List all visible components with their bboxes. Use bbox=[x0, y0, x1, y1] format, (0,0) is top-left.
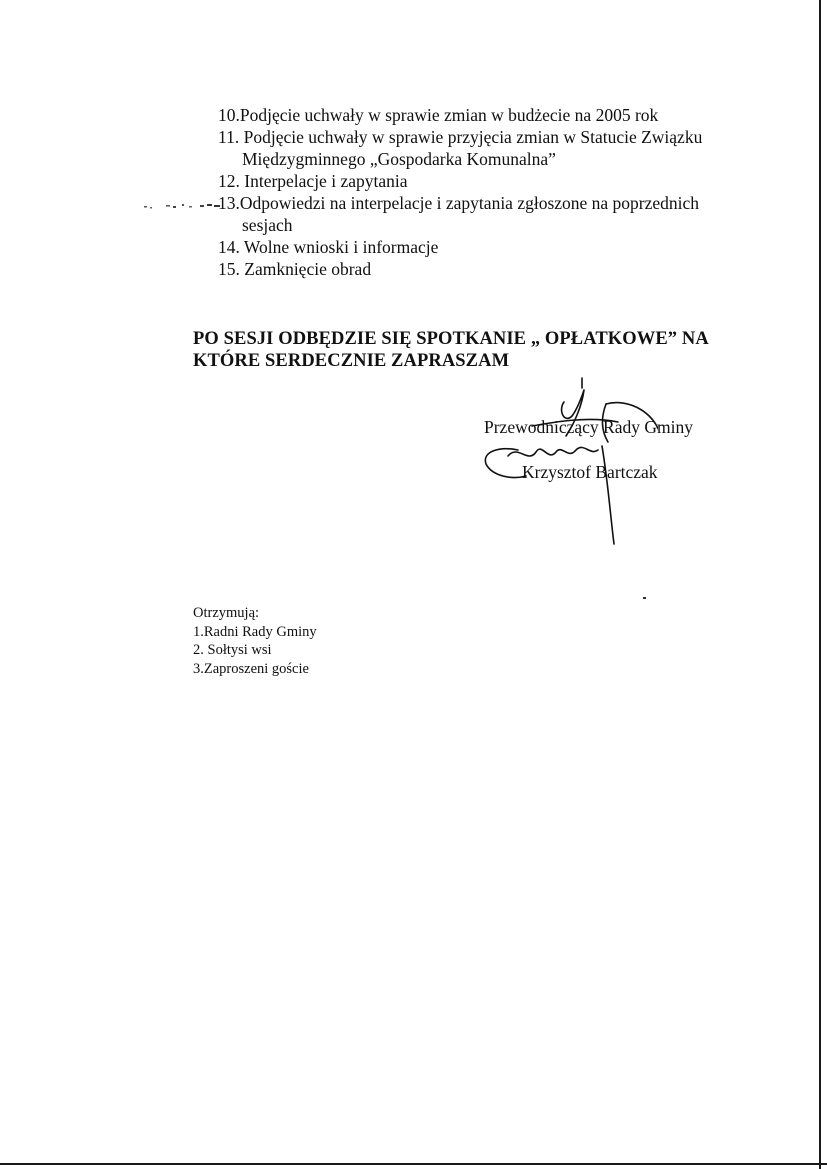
agenda-item-continuation: sesjach bbox=[242, 215, 293, 235]
agenda-item-text: 14. Wolne wnioski i informacje bbox=[218, 237, 439, 257]
agenda-item-continuation: Międzygminnego „Gospodarka Komunalna” bbox=[242, 149, 556, 169]
recipients-heading: Otrzymują: bbox=[193, 605, 260, 621]
signatory-title: Przewodniczący Rady Gminy bbox=[484, 417, 693, 437]
agenda-item bbox=[218, 192, 778, 236]
scan-edge-bottom bbox=[0, 1163, 827, 1165]
recipients-list bbox=[193, 604, 493, 678]
notice-line-1: PO SESJI ODBĘDZIE SIĘ SPOTKANIE „ OPŁATKOWE” NA bbox=[193, 329, 709, 349]
signatory-name: Krzysztof Bartczak bbox=[522, 462, 658, 482]
notice-line-2: KTÓRE SERDECZNIE ZAPRASZAM bbox=[193, 351, 510, 371]
agenda-item bbox=[218, 258, 778, 280]
recipient-item: 3.Zaproszeni goście bbox=[193, 660, 309, 677]
recipient-item: 2. Sołtysi wsi bbox=[193, 642, 272, 658]
agenda-item bbox=[218, 236, 778, 258]
invitation-notice bbox=[193, 328, 753, 372]
agenda-item-text: 13.Odpowiedzi na interpelacje i zapytania zgłoszone na poprzednich bbox=[218, 193, 700, 213]
agenda-item bbox=[218, 170, 778, 192]
scan-speckle bbox=[140, 201, 230, 211]
scan-dot bbox=[643, 597, 646, 599]
agenda-item bbox=[218, 126, 778, 170]
agenda-item-text: 15. Zamknięcie obrad bbox=[218, 259, 372, 279]
agenda-list bbox=[218, 104, 778, 280]
recipient-item: 1.Radni Rady Gminy bbox=[193, 623, 317, 640]
agenda-item-text: 11. Podjęcie uchwały w sprawie przyjęcia zmian w Statucie Związku bbox=[218, 127, 703, 147]
handwritten-signature bbox=[478, 372, 658, 552]
agenda-item-text: 10.Podjęcie uchwały w sprawie zmian w budżecie na 2005 rok bbox=[218, 105, 659, 125]
agenda-item bbox=[218, 104, 778, 126]
agenda-item-text: 12. Interpelacje i zapytania bbox=[218, 171, 408, 191]
scan-edge-right bbox=[819, 0, 821, 1169]
